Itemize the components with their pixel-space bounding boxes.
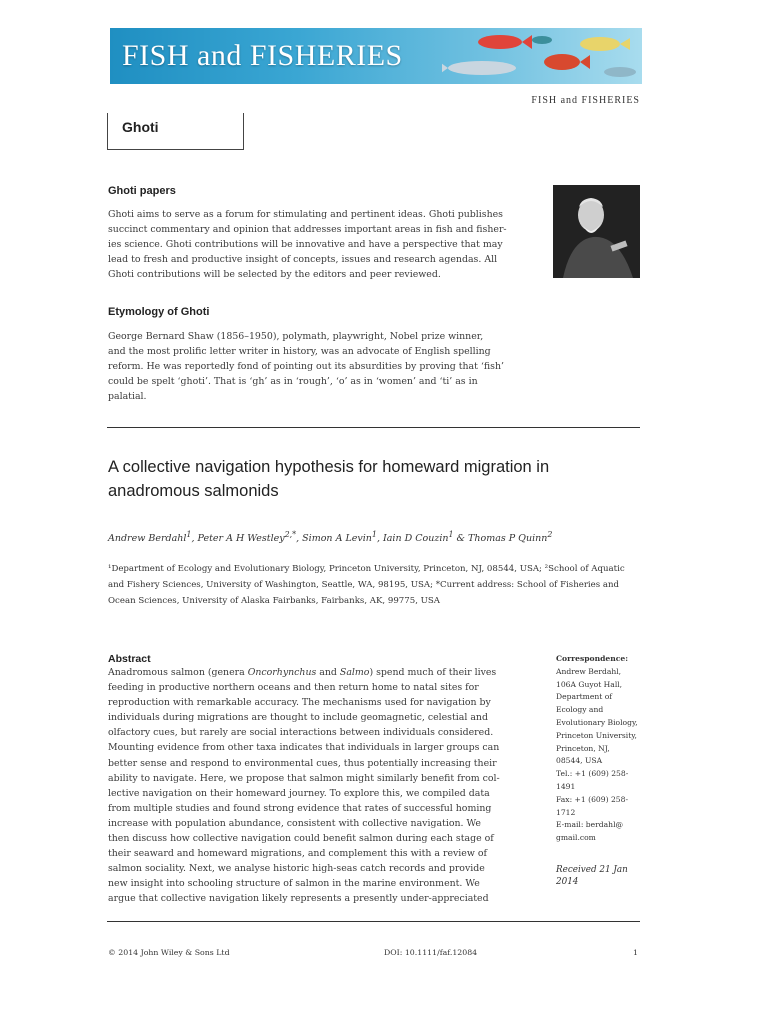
affiliation-line: and Fishery Sciences, University of Washington, Seattle, WA, 98195, USA; *Current address: School of Fisheries and	[108, 580, 620, 590]
correspondence-line: 1712	[556, 807, 576, 817]
text-line: better sense and respond to environmental cues, thus potentially increasing their	[108, 757, 497, 769]
text-line: increase with population abundance, consistent with collective navigation. We	[108, 817, 481, 829]
correspondence-line: 08544, USA	[556, 756, 603, 766]
text-line: then discuss how collective navigation could benefit salmon during each stage of	[108, 833, 494, 845]
affiliation-line: ¹Department of Ecology and Evolutionary Biology, Princeton University, Princeton, NJ, 08544, USA; ²School of Aquatic	[108, 564, 625, 574]
text-span: ) spend much of their lives	[369, 667, 497, 678]
author-affil-sup: 2	[547, 530, 553, 539]
author-affil-sup: 2,*	[284, 530, 297, 539]
text-line: olfactory cues, but rarely are social interactions between individuals considered.	[108, 727, 494, 739]
footer-doi: DOI: 10.1111/faf.12084	[384, 948, 478, 957]
text-line: and the most prolific letter writer in history, was an advocate of English spelling	[108, 346, 491, 358]
text-line: could be spelt ‘ghoti’. That is ‘gh’ as in ‘rough’, ‘o’ as in ‘women’ and ‘ti’ as in	[108, 376, 478, 388]
banner-fish-illustration	[442, 28, 642, 84]
correspondence-line: Ecology and	[556, 705, 604, 715]
author-affil-sup: 1	[448, 530, 454, 539]
text-line: Ghoti contributions will be selected by the editors and peer reviewed.	[108, 269, 441, 281]
ghoti-papers-text	[108, 207, 525, 282]
text-line: argue that collective navigation likely represents a presently under-appreciated	[108, 893, 489, 905]
title-line: A collective navigation hypothesis for homeward migration in	[108, 458, 550, 476]
text-line: lead to fresh and productive insight of concepts, issues and research agendas. All	[108, 254, 498, 266]
author-separator: ,	[296, 533, 303, 545]
author-affil-sup: 1	[186, 530, 192, 539]
etymology-heading: Etymology of Ghoti	[108, 306, 210, 318]
banner-title: FISH and FISHERIES	[122, 39, 403, 72]
correspondence-line: Evolutionary Biology,	[556, 717, 638, 727]
author-list	[108, 530, 648, 544]
author-name: Andrew Berdahl	[108, 533, 187, 545]
text-line: individuals during migrations are thought to include geomagnetic, celestial and	[108, 712, 488, 724]
abstract-text	[108, 665, 525, 907]
footer-rule	[107, 921, 640, 922]
author-name: Iain D Couzin	[382, 533, 449, 545]
text-line: lective navigation on their homeward journey. To explore this, we compiled data	[108, 787, 490, 799]
genus-name: Salmo	[339, 667, 370, 678]
abstract-heading: Abstract	[108, 653, 151, 665]
correspondence-line: Tel.: +1 (609) 258-	[556, 769, 629, 779]
text-line: George Bernard Shaw (1856–1950), polymath, playwright, Nobel prize winner,	[108, 331, 484, 342]
etymology-text	[108, 329, 525, 404]
text-line: their seaward and homeward migrations, and complement this with a review of	[108, 848, 487, 860]
author-separator: &	[453, 533, 469, 545]
correspondence-email: gmail.com	[556, 833, 596, 843]
text-line: Ghoti aims to serve as a forum for stimulating and pertinent ideas. Ghoti publishes	[108, 209, 503, 220]
text-line: Mounting evidence from other taxa indicates that individuals in larger groups can	[108, 742, 500, 754]
received-line: Received 21 Jan	[556, 865, 628, 875]
text-line: ability to navigate. Here, we propose that salmon might similarly benefit from col-	[108, 772, 500, 784]
correspondence-line: Department of	[556, 692, 613, 702]
text-line: palatial.	[108, 391, 147, 403]
text-line: reform. He was reportedly fond of pointing out its absurdities by proving that ‘fish’	[108, 361, 504, 373]
footer-copyright: © 2014 John Wiley & Sons Ltd	[108, 948, 230, 957]
correspondence-block	[556, 653, 646, 845]
divider-rule	[107, 427, 640, 428]
affiliation-line: Ocean Sciences, University of Alaska Fairbanks, Fairbanks, AK, 99775, USA	[108, 596, 441, 606]
correspondence-line: Princeton, NJ,	[556, 743, 610, 753]
correspondence-line: 106A Guyot Hall,	[556, 679, 623, 689]
author-affil-sup: 1	[371, 530, 377, 539]
author-name: Thomas P Quinn	[468, 533, 548, 545]
correspondence-line: 1491	[556, 781, 576, 791]
received-date	[556, 864, 646, 888]
text-line: reproduction with remarkable accuracy. The mechanisms used for navigation by	[108, 697, 491, 709]
text-line: ies science. Ghoti contributions will be innovative and have a perspective that may	[108, 239, 503, 251]
running-head: FISH and FISHERIES	[531, 95, 640, 106]
text-span: and	[316, 667, 340, 678]
section-label: Ghoti	[122, 119, 159, 135]
text-line: salmon sociality. Next, we analyse historic high-seas catch records and provide	[108, 863, 485, 875]
text-line	[108, 665, 525, 680]
genus-name: Oncorhynchus	[247, 667, 317, 678]
ghoti-papers-heading: Ghoti papers	[108, 185, 176, 197]
journal-banner	[110, 28, 642, 84]
text-line: succinct commentary and opinion that addresses important areas in fish and fisher-	[108, 224, 507, 236]
text-line: feeding in productive northern oceans and then return home to natal sites for	[108, 682, 479, 694]
correspondence-line: Princeton University,	[556, 730, 637, 740]
author-name: Peter A H Westley	[197, 533, 285, 545]
correspondence-email: E-mail: berdahl@	[556, 820, 624, 830]
received-line: 2014	[556, 877, 579, 887]
title-line: anadromous salmonids	[108, 482, 279, 500]
footer-page-number: 1	[633, 948, 638, 957]
correspondence-line: Fax: +1 (609) 258-	[556, 794, 629, 804]
text-line: from multiple studies and found strong evidence that rates of successful homing	[108, 802, 492, 814]
section-box	[107, 113, 244, 150]
portrait-photo	[553, 185, 640, 278]
affiliations	[108, 561, 640, 609]
author-separator: ,	[191, 533, 198, 545]
text-line: new insight into schooling structure of salmon in the marine environment. We	[108, 878, 480, 890]
article-title	[108, 455, 648, 503]
author-name: Simon A Levin	[302, 533, 372, 545]
correspondence-line: Andrew Berdahl,	[556, 666, 622, 676]
author-separator: ,	[376, 533, 383, 545]
correspondence-label: Correspondence:	[556, 654, 629, 663]
text-span: Anadromous salmon (genera	[108, 667, 248, 678]
